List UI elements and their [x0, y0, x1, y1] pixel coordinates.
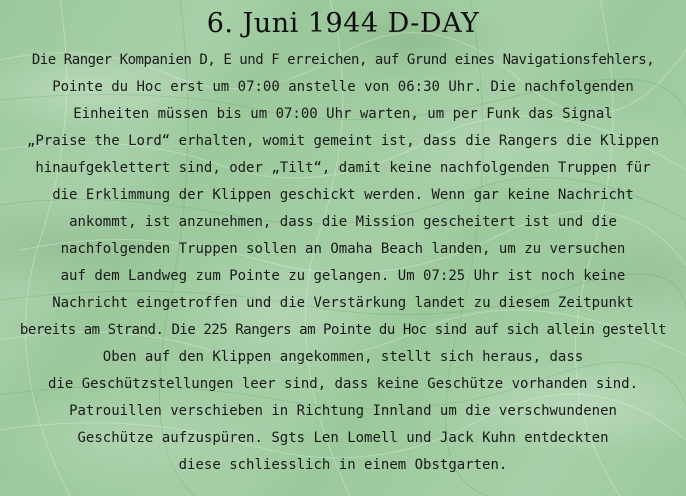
text-line: „Praise the Lord“ erhalten, womit gemeint ist, dass die Rangers die Klippen [26, 133, 660, 149]
body-text [0, 47, 686, 479]
text-line: Oben auf den Klippen angekommen, stellt sich heraus, dass [102, 349, 584, 365]
text-line: auf dem Landweg zum Pointe zu gelangen. Um 07:25 Uhr ist noch keine [60, 268, 626, 284]
text-line: Pointe du Hoc erst um 07:00 anstelle von 06:30 Uhr. Die nachfolgenden [52, 79, 634, 95]
text-line: hinaufgeklettert sind, oder „Tilt“, damit keine nachfolgenden Truppen für [35, 160, 651, 176]
text-line: bereits am Strand. Die 225 Rangers am Pointe du Hoc sind auf sich allein gestellt [19, 322, 667, 338]
text-line: diese schliesslich in einem Obstgarten. [178, 457, 508, 473]
text-line: Einheiten müssen bis um 07:00 Uhr warten, um per Funk das Signal [73, 106, 613, 122]
page-title: 6. Juni 1944 D-DAY [206, 8, 480, 39]
text-line: Die Ranger Kompanien D, E und F erreichen, auf Grund eines Navigationsfehlers, [31, 52, 655, 68]
text-line: Patrouillen verschieben in Richtung Innland um die verschwundenen [69, 403, 617, 419]
text-line: nachfolgenden Truppen sollen an Omaha Beach landen, um zu versuchen [60, 241, 626, 257]
text-line: die Erklimmung der Klippen geschickt werden. Wenn gar keine Nachricht [52, 187, 634, 203]
text-line: ankommt, ist anzunehmen, dass die Mission gescheitert ist und die [69, 214, 617, 230]
text-line: Geschütze aufzuspüren. Sgts Len Lomell und Jack Kuhn entdeckten [77, 430, 609, 446]
text-line: Nachricht eingetroffen und die Verstärkung landet zu diesem Zeitpunkt [52, 295, 634, 311]
text-line: die Geschützstellungen leer sind, dass keine Geschütze vorhanden sind. [47, 376, 638, 392]
